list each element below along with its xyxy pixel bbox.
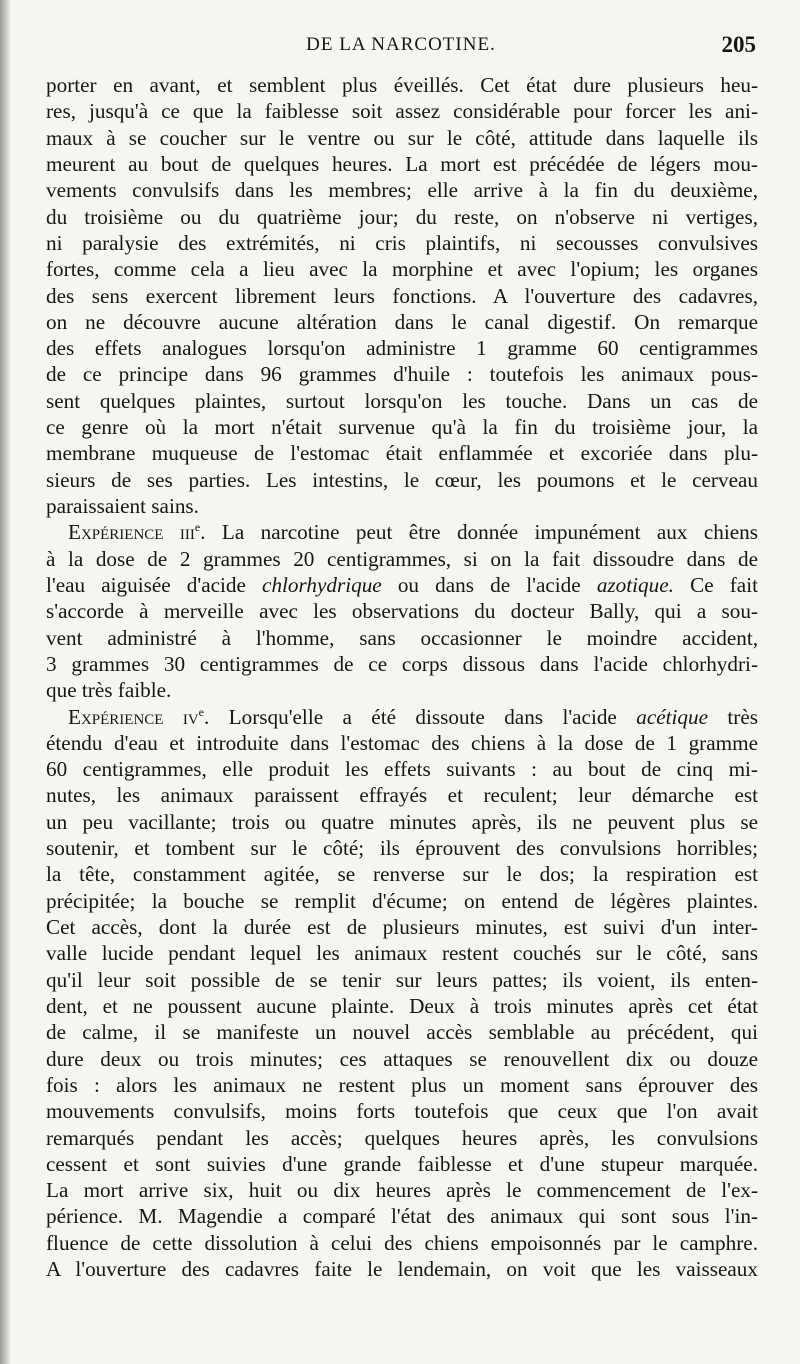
text-line: vent administré à l'homme, sans occasionner le moindre accident, [46,625,758,650]
italic-term: acétique [636,704,709,729]
text-line: on ne découvre aucune altération dans le canal digestif. On remarque [46,309,758,334]
text-line: sent quelques plaintes, surtout lorsqu'on les touche. Dans un cas de [46,388,758,413]
text-line: membrane muqueuse de l'estomac était enflammée et excoriée dans plu- [46,441,758,466]
line-text: . La narcotine peut être donnée impunément aux chiens [200,520,758,545]
text-line: paraissaient sains. [46,494,199,518]
experience-label: Expérience [68,520,164,545]
text-line: mouvements convulsifs, moins forts toutefois que ceux que l'on avait [46,1099,758,1124]
italic-term: azotique. [596,572,674,597]
text-line: cessent et sont suivies d'une grande faiblesse et d'une stupeur marquée. [46,1151,758,1176]
text-line: la tête, constamment agitée, se renverse sur le dos; la respiration est [46,862,758,887]
text-line [46,519,758,545]
text-line: A l'ouverture des cadavres faite le lendemain, on voit que les vaisseaux [46,1257,758,1282]
text-line: un peu vacillante; trois ou quatre minutes après, ils ne peuvent plus se [46,809,758,834]
text-line [46,572,758,598]
text-line: sieurs de ses parties. Les intestins, le cœur, les poumons et le cerveau [46,467,758,492]
text-line: vements convulsifs dans les membres; elle arrive à la fin du deuxième, [46,178,758,203]
italic-term: chlorhydrique [262,572,382,597]
text-line: de ce principe dans 96 grammes d'huile : toutefois les animaux pous- [46,362,758,387]
text-line: porter en avant, et semblent plus éveillés. Cet état dure plusieurs heu- [46,73,758,97]
text-line: Cet accès, dont la durée est de plusieurs minutes, est suivi d'un inter- [46,915,758,939]
text-line: que très faible. [46,678,172,703]
text-line: nutes, les animaux paraissent effrayés et reculent; leur démarche est [46,783,758,808]
text-line: ce genre où la mort n'était survenue qu'à la fin du troisième jour, la [46,415,758,440]
text-line: du troisième ou du quatrième jour; du reste, on n'observe ni vertiges, [46,204,758,229]
text-line: soutenir, et tombent sur le côté; ils éprouvent des convulsions horribles; [46,836,758,861]
text-line: s'accorde à merveille avec les observations du docteur Bally, qui a sou- [46,599,758,624]
line-text: . Lorsqu'elle a été dissoute dans l'acide [204,704,637,729]
text-line: res, jusqu'à ce que la faiblesse soit assez considérable pour forcer les ani- [46,99,758,124]
text-line: étendu d'eau et introduite dans l'estomac des chiens à la dose de 1 gramme [46,730,758,755]
text-line: des sens exercent librement leurs fonctions. A l'ouverture des cadavres, [46,283,758,308]
text-line: 3 grammes 30 centigrammes de ce corps dissous dans l'acide chlorhydri- [46,651,758,676]
text-line: des effets analogues lorsqu'on administre 1 gramme 60 centigrammes [46,336,758,361]
text-line: fois : alors les animaux ne restent plus un moment sans éprouver des [46,1072,758,1097]
line-text: Ce fait [673,572,758,597]
line-text: ou dans de l'acide [381,572,597,597]
paragraph-experience-3 [46,519,758,703]
text-line: 60 centigrammes, elle produit les effets suivants : au bout de cinq mi- [46,757,758,782]
page-edge-shadow [0,0,10,1364]
page-header [46,34,756,64]
text-line: périence. M. Magendie a comparé l'état des animaux qui sont sous l'in- [46,1204,758,1229]
experience-numeral: iii [179,520,195,545]
text-line: de calme, il se manifeste un nouvel accès semblable au précédent, qui [46,1020,758,1045]
text-line: qu'il leur soit possible de se tenir sur leurs pattes; ils voient, ils enten- [46,967,758,992]
text-line: ni paralysie des extrémités, ni cris plaintifs, ni secousses convulsives [46,230,758,255]
text-line: valle lucide pendant lequel les animaux restent couchés sur le côté, sans [46,941,758,966]
experience-label: Expérience [68,704,164,729]
text-line: meurent au bout de quelques heures. La mort est précédée de légers mou- [46,151,758,176]
paragraph-1 [46,72,758,519]
text-line: fortes, comme cela a lieu avec la morphine et avec l'opium; les organes [46,257,758,282]
line-text: l'eau aiguisée d'acide [46,572,246,597]
text-line: dure deux ou trois minutes; ces attaques se renouvellent dix ou douze [46,1046,758,1071]
text-line [46,704,758,730]
running-title: DE LA NARCOTINE. [306,34,496,55]
numeral-suffix: e [194,520,201,535]
text-line: remarqués pendant les accès; quelques heures après, les convulsions [46,1125,758,1150]
line-text: très [708,704,758,729]
numeral-suffix: e [198,704,204,719]
text-line: précipitée; la bouche se remplit d'écume; on entend de légères plaintes. [46,888,758,913]
text-line: dent, et ne poussent aucune plainte. Deux à trois minutes après cet état [46,993,758,1018]
paragraph-experience-4 [46,704,758,1283]
text-line: maux à se coucher sur le ventre ou sur le côté, attitude dans laquelle ils [46,125,758,150]
page-number: 205 [721,32,756,57]
text-line: fluence de cette dissolution à celui des chiens empoisonnés par le camphre. [46,1230,758,1255]
experience-numeral: iv [182,704,199,729]
page-body [46,72,758,1282]
text-line: La mort arrive six, huit ou dix heures après le commencement de l'ex- [46,1178,758,1203]
text-line: à la dose de 2 grammes 20 centigrammes, si on la fait dissoudre dans de [46,546,758,571]
